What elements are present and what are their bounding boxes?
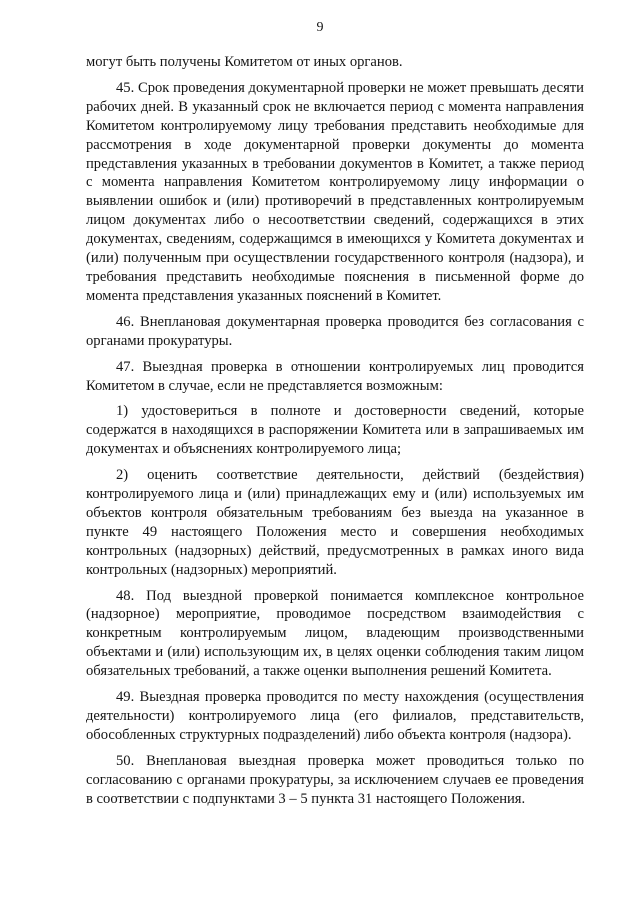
- paragraph-47-item-1: 1) удостовериться в полноте и достоверности сведений, которые содержатся в находящихся в распоряжении Комитета или в запрашиваемых им документах и объяснениях контролируемого лица;: [86, 403, 584, 458]
- paragraph-48: 48. Под выездной проверкой понимается комплексное контрольное (надзорное) мероприятие, проводимое посредством взаимодействия с конкретным контролируемым лицом, владеющим производственными объектами и (или) использующим их, в целях оценки соблюдения таким лицом обязательных требований, а также оценки выполнения решений Комитета.: [86, 587, 584, 680]
- paragraph-45: 45. Срок проведения документарной проверки не может превышать десяти рабочих дней. В указанный срок не включается период с момента направления Комитетом контролируемому лицу требования представить необходимые для рассмотрения в ходе документарной проверки документы до момента представления указанных в требовании документов в Комитет, а также период с момента направления Комитетом контролируемому лицу информации о выявлении ошибок и (или) противоречий в представленных контролируемым лицом документах либо о несоответствии сведений, содержащихся в этих документах, сведениям, содержащимся в имеющихся у Комитета документах и (или) полученным при осуществлении государственного контроля (надзора), и требования представить необходимые пояснения в письменной форме до момента представления указанных пояснений в Комитет.: [86, 79, 584, 304]
- paragraph-50: 50. Внеплановая выездная проверка может проводиться только по согласованию с органами прокуратуры, за исключением случаев ее проведения в соответствии с подпунктами 3 – 5 пункта 31 настоящего Положения.: [86, 752, 584, 807]
- document-body: [86, 53, 584, 816]
- paragraph-46: 46. Внеплановая документарная проверка проводится без согласования с органами прокуратуры.: [86, 313, 584, 349]
- paragraph-49: 49. Выездная проверка проводится по месту нахождения (осуществления деятельности) контролируемого лица (его филиалов, представительств, обособленных структурных подразделений) либо объекта контроля (надзора).: [86, 689, 584, 743]
- page-number: 9: [316, 20, 324, 35]
- paragraph-47-item-2: 2) оценить соответствие деятельности, действий (бездействия) контролируемого лица и (или) принадлежащих ему и (или) используемых им объектов контроля обязательным требованиям без выезда на указанное в пункте 49 настоящего Положения место и совершения необходимых контрольных (надзорных) действий, предусмотренных в рамках иного вида контрольных (надзорных) мероприятий.: [86, 467, 584, 578]
- paragraph-47: 47. Выездная проверка в отношении контролируемых лиц проводится Комитетом в случае, если не представляется возможным:: [86, 358, 584, 394]
- paragraph-continuation: могут быть получены Комитетом от иных органов.: [86, 54, 403, 70]
